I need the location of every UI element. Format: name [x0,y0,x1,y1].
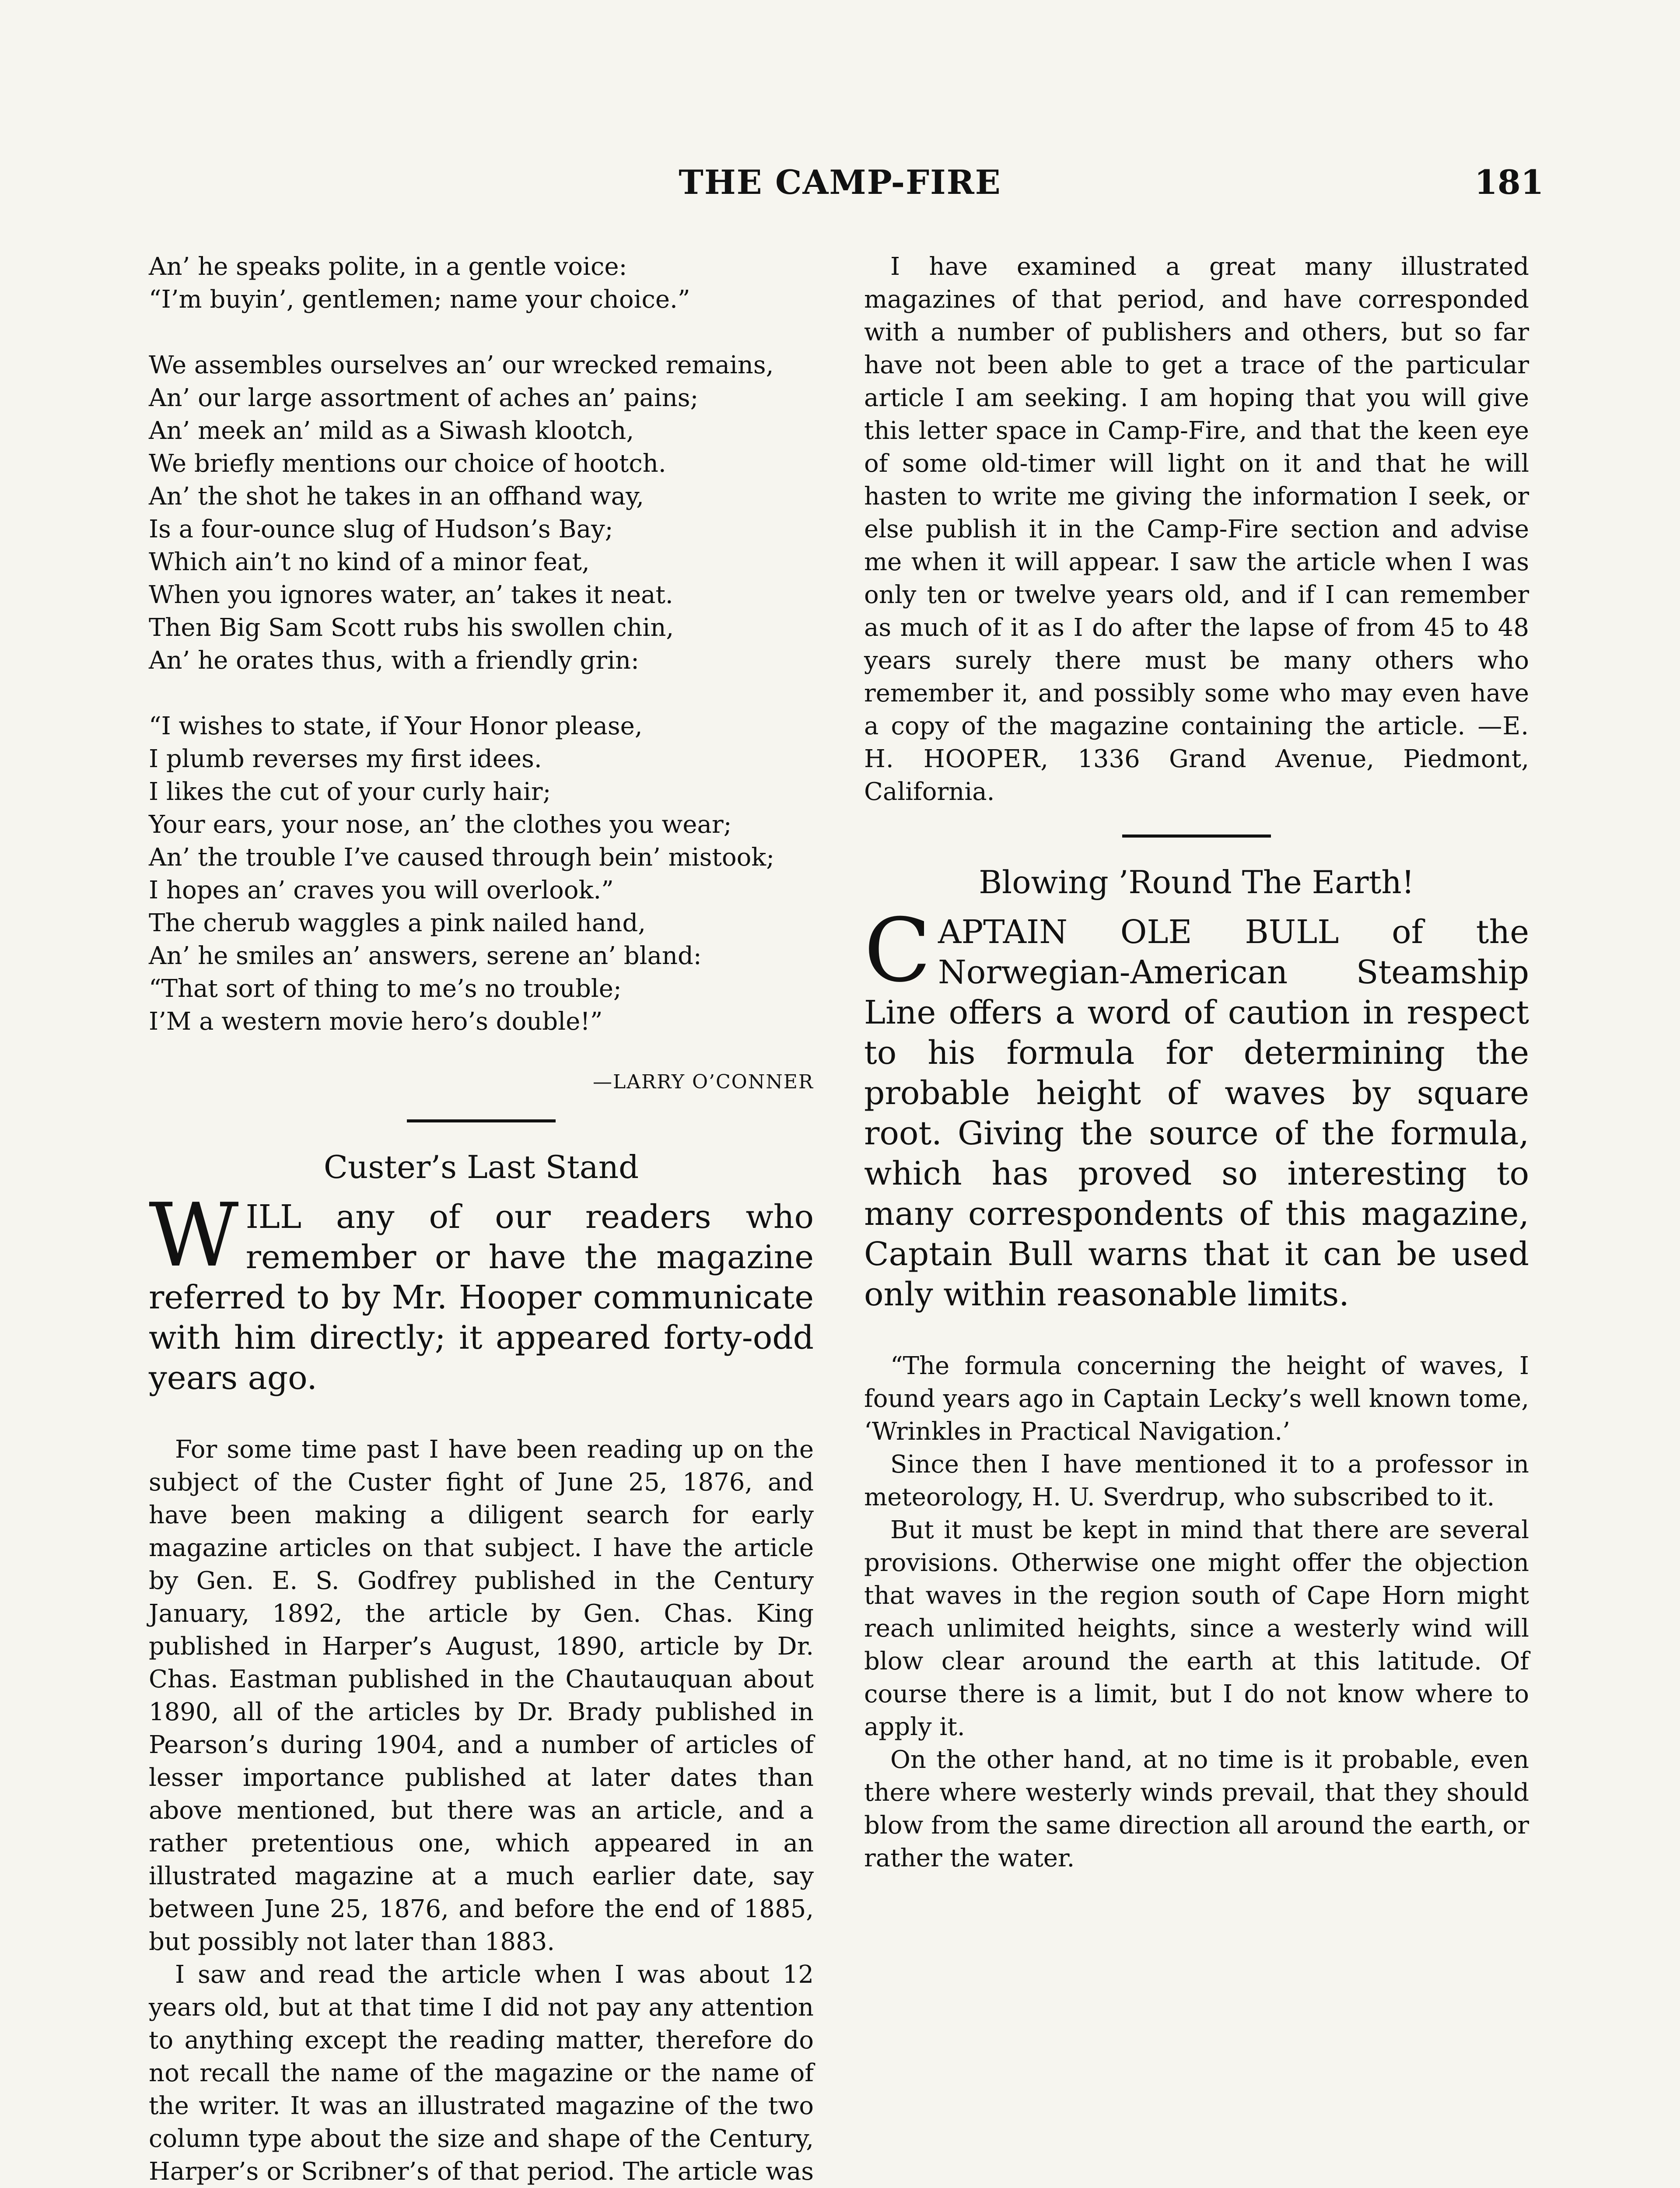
running-header-title: THE CAMP-FIRE [679,163,1001,202]
custer-intro-text: ILL any of our readers who remember or have the magazine referred to by Mr. Hooper communicate with him directly; it appeared forty-odd years ago. [149,1198,814,1397]
poem-stanza-2 [149,349,814,677]
custer-paragraph-4 [864,250,1529,808]
poem-line: An’ he orates thus, with a friendly grin: [149,646,639,675]
blowing-heading: Blowing ’Round The Earth! [979,864,1414,901]
blowing-paragraph-4: On the other hand, at no time is it probable, even there where westerly winds prevail, that they should blow from the same direction all around the earth, or rather the water. [864,1746,1529,1872]
blowing-paragraph-3: But it must be kept in mind that there are several provisions. Otherwise one might offer the objection that waves in the region south of Cape Horn might reach unlimited heights, since a westerly wind will blow clear around the earth at this latitude. Of course there is a limit, but I do not know where to apply it. [864,1516,1529,1741]
poem-line: An’ he speaks polite, in a gentle voice: [149,252,627,281]
right-column [864,250,1529,1875]
poem-line: I likes the cut of your curly hair; [149,778,551,806]
poem-line: An’ our large assortment of aches an’ pains; [149,384,699,412]
blowing-dropcap: C [864,900,931,1002]
custer-intro [149,1185,814,1398]
poem-line: When you ignores water, an’ takes it neat. [149,581,673,609]
poem-line: “I’m buyin’, gentlemen; name your choice.” [149,285,690,314]
poem-line: We assembles ourselves an’ our wrecked remains, [149,351,774,379]
blowing-paragraph-1: “The formula concerning the height of waves, I found years ago in Captain Lecky’s well known tome, ‘Wrinkles in Practical Navigation.’ [864,1352,1529,1446]
custer-address: 1336 Grand Avenue, Piedmont, California. [864,745,1529,806]
poem-line: An’ he smiles an’ answers, serene an’ bland: [149,942,702,970]
poem-stanza-3 [149,710,814,1038]
poem-stanza-1 [149,250,814,316]
section-divider [407,1119,556,1122]
poem-line: Is a four-ounce slug of Hudson’s Bay; [149,515,613,543]
poem-line: “I wishes to state, if Your Honor please, [149,712,643,740]
poem-line: An’ the trouble I’ve caused through bein’ mistook; [149,843,775,872]
poem-line: I’M a western movie hero’s double!” [149,1007,603,1036]
poem-line: An’ the shot he takes in an offhand way, [149,482,644,511]
custer-paragraph-4-text: I have examined a great many illustrated magazines of that period, and have corresponded with a number of publishers and others, but so far have not been able to get a trace of the particular article I am seeking. I am hoping that you will give this letter space in Camp-Fire, and that the keen eye of some old-timer will light on it and that he will hasten to write me giving the information I seek, or else publish it in the Camp-Fire section and advise me when it will appear. I saw the article when I was only ten or twelve years old, and if I can remember as much of it as I do after the lapse of from 45 to 48 years surely there must be many others who remember it, and possibly some who may even have a copy of the magazine containing the article. [864,252,1529,740]
blowing-intro-text: APTAIN OLE BULL of the Norwegian-American Steamship Line offers a word of caution in respect to his formula for determining the probable height of waves by square root. Giving the source of the formula, which has proved so interesting to many correspondents of this magazine, Captain Bull warns that it can be used only within reasonable limits. [864,913,1529,1313]
poem-line: I plumb reverses my first idees. [149,745,542,773]
poem-signature: —LARRY O’CONNER [593,1071,814,1093]
custer-heading: Custer’s Last Stand [323,1149,639,1185]
custer-paragraph-1: For some time past I have been reading up on the subject of the Custer fight of June 25, 1876, and have been making a diligent search for early magazine articles on that subject. I have the article by Gen. E. S. Godfrey published in the Century January, 1892, the article by Gen. Chas. King published in Harper’s August, 1890, article by Dr. Chas. Eastman published in the Chautauquan about 1890, all of the articles by Dr. Brady published in Pearson’s during 1904, and a number of articles of lesser importance published at later dates than above mentioned, but there was an article, and a rather pretentious one, which appeared in an illustrated magazine at a much earlier date, say between June 25, 1876, and before the end of 1885, but possibly not later than 1883. [149,1435,814,1956]
custer-dropcap: W [149,1185,239,1287]
custer-signature: —E. H. HOOPER, [864,712,1529,773]
custer-paragraph-2: I saw and read the article when I was about 12 years old, but at that time I did not pay any attention to anything except the reading matter, therefore do not recall the name of the magazine or the name of the writer. It was an illustrated magazine of the two column type about the size and shape of the Century, Harper’s or Scribner’s of that period. The article was [149,1960,814,2186]
left-column [149,250,814,2188]
blowing-paragraph-2: Since then I have mentioned it to a professor in meteorology, H. U. Sverdrup, who subscribed to it. [864,1450,1529,1511]
blowing-intro [864,900,1529,1315]
poem-line: Which ain’t no kind of a minor feat, [149,548,590,576]
poem-line: An’ meek an’ mild as a Siwash klootch, [149,417,634,445]
poem-line: The cherub waggles a pink nailed hand, [149,909,646,937]
poem [149,250,814,1093]
poem-line: “That sort of thing to me’s no trouble; [149,975,622,1003]
section-divider [1122,835,1271,838]
poem-line: We briefly mentions our choice of hootch. [149,449,666,478]
page-number: 181 [1474,163,1544,202]
poem-line: I hopes an’ craves you will overlook.” [149,876,614,905]
poem-line: Your ears, your nose, an’ the clothes you wear; [149,810,732,839]
poem-line: Then Big Sam Scott rubs his swollen chin, [149,614,674,642]
